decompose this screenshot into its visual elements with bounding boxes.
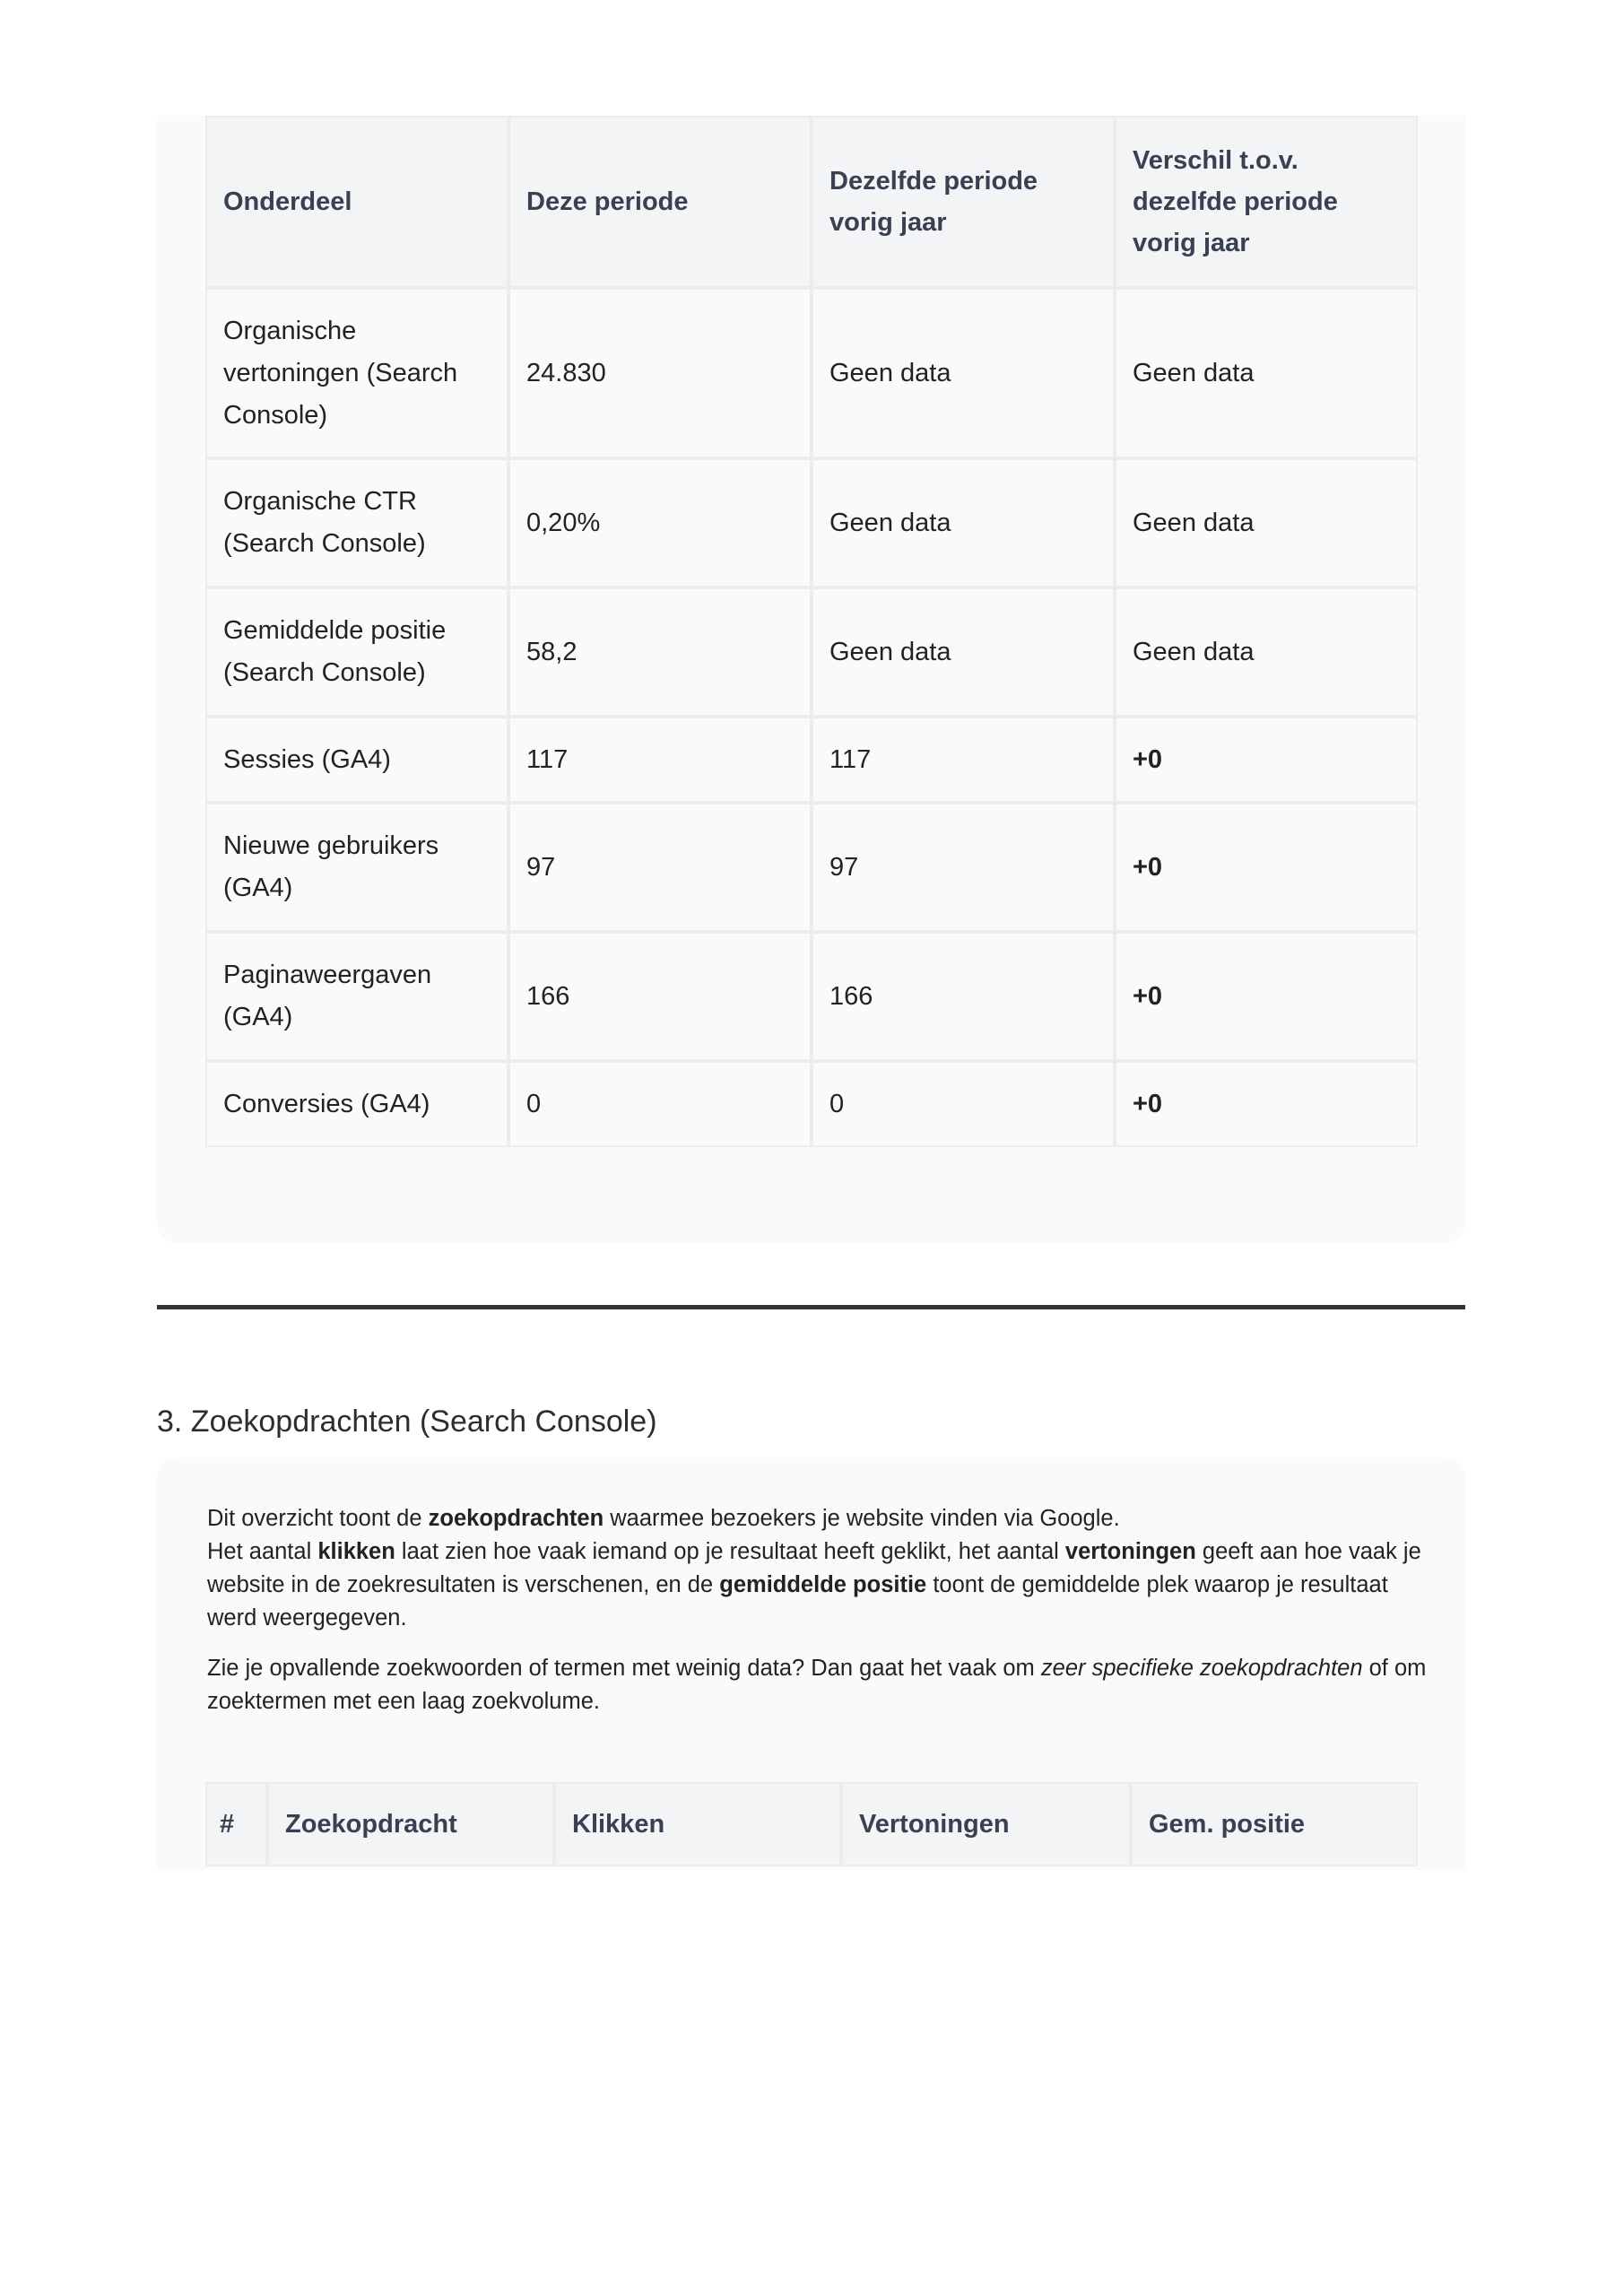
intro-paragraph-1: [207, 1502, 1427, 1635]
column-header-vorig-jaar: Dezelfde periode vorig jaar: [812, 116, 1115, 288]
previous-value: Geen data: [812, 288, 1115, 458]
current-value: 97: [508, 803, 812, 932]
section-divider: [157, 1305, 1465, 1309]
current-value: 117: [508, 717, 812, 803]
row-label: Organische vertoningen (Search Console): [205, 288, 508, 458]
intro-text: geeft aan hoe vaak je website in de zoekresultaten is verschenen, en de: [207, 1539, 1421, 1597]
intro-text: laat zien hoe vaak iemand op je resultaat heeft geklikt, het aantal: [395, 1539, 1065, 1564]
previous-value: 97: [812, 803, 1115, 932]
current-value: 58,2: [508, 587, 812, 717]
intro-bold-term: gemiddelde positie: [719, 1572, 927, 1597]
table-row: [205, 717, 1418, 803]
current-value: 24.830: [508, 288, 812, 458]
current-value: 0,20%: [508, 458, 812, 587]
row-label: Paginaweergaven (GA4): [205, 932, 508, 1061]
table-row: [205, 288, 1418, 458]
queries-card: [157, 1457, 1465, 1870]
current-value: 0: [508, 1061, 812, 1147]
row-label: Gemiddelde positie (Search Console): [205, 587, 508, 717]
column-header-zoekopdracht: Zoekopdracht: [267, 1782, 554, 1866]
intro-text: toont de gemiddelde plek waarop je resultaat werd weergegeven.: [207, 1572, 1388, 1631]
previous-value: Geen data: [812, 587, 1115, 717]
intro-text: Zie je opvallende zoekwoorden of termen met weinig data? Dan gaat het vaak om: [207, 1656, 1041, 1681]
kpi-comparison-card: [157, 116, 1465, 1243]
current-value: 166: [508, 932, 812, 1061]
row-label: Sessies (GA4): [205, 717, 508, 803]
table-row: [205, 932, 1418, 1061]
difference-value: +0: [1115, 932, 1418, 1061]
column-header-onderdeel: Onderdeel: [205, 116, 508, 288]
previous-value: 117: [812, 717, 1115, 803]
table-header-row: [205, 1782, 1418, 1866]
intro-text: of om zoektermen met een laag zoekvolume.: [207, 1656, 1427, 1714]
queries-table: [205, 1782, 1418, 1866]
previous-value: 166: [812, 932, 1115, 1061]
column-header-vertoningen: Vertoningen: [841, 1782, 1131, 1866]
column-header-gem-positie: Gem. positie: [1131, 1782, 1418, 1866]
intro-text: waarmee bezoekers je website vinden via Google.: [604, 1506, 1120, 1531]
table-header-row: [205, 116, 1418, 288]
table-row: [205, 458, 1418, 587]
intro-paragraph-2: [207, 1652, 1427, 1718]
difference-value: Geen data: [1115, 288, 1418, 458]
intro-text: Het aantal: [207, 1539, 318, 1564]
row-label: Nieuwe gebruikers (GA4): [205, 803, 508, 932]
difference-value: Geen data: [1115, 458, 1418, 587]
intro-bold-term: vertoningen: [1064, 1539, 1196, 1564]
section-intro: [207, 1502, 1427, 1735]
intro-text: Dit overzicht toont de: [207, 1506, 429, 1531]
column-header-deze-periode: Deze periode: [508, 116, 812, 288]
column-header-index: #: [205, 1782, 267, 1866]
table-row: [205, 1061, 1418, 1147]
difference-value: +0: [1115, 803, 1418, 932]
intro-italic-term: zeer specifieke zoekopdrachten: [1040, 1656, 1363, 1681]
kpi-comparison-table: [205, 116, 1418, 1147]
column-header-klikken: Klikken: [554, 1782, 841, 1866]
row-label: Conversies (GA4): [205, 1061, 508, 1147]
intro-bold-term: klikken: [317, 1539, 395, 1564]
section-title: 3. Zoekopdrachten (Search Console): [157, 1405, 657, 1439]
intro-bold-term: zoekopdrachten: [428, 1506, 604, 1531]
difference-value: +0: [1115, 717, 1418, 803]
difference-value: Geen data: [1115, 587, 1418, 717]
table-row: [205, 587, 1418, 717]
table-row: [205, 803, 1418, 932]
difference-value: +0: [1115, 1061, 1418, 1147]
previous-value: Geen data: [812, 458, 1115, 587]
row-label: Organische CTR (Search Console): [205, 458, 508, 587]
column-header-verschil: Verschil t.o.v. dezelfde periode vorig jaar: [1115, 116, 1418, 288]
previous-value: 0: [812, 1061, 1115, 1147]
